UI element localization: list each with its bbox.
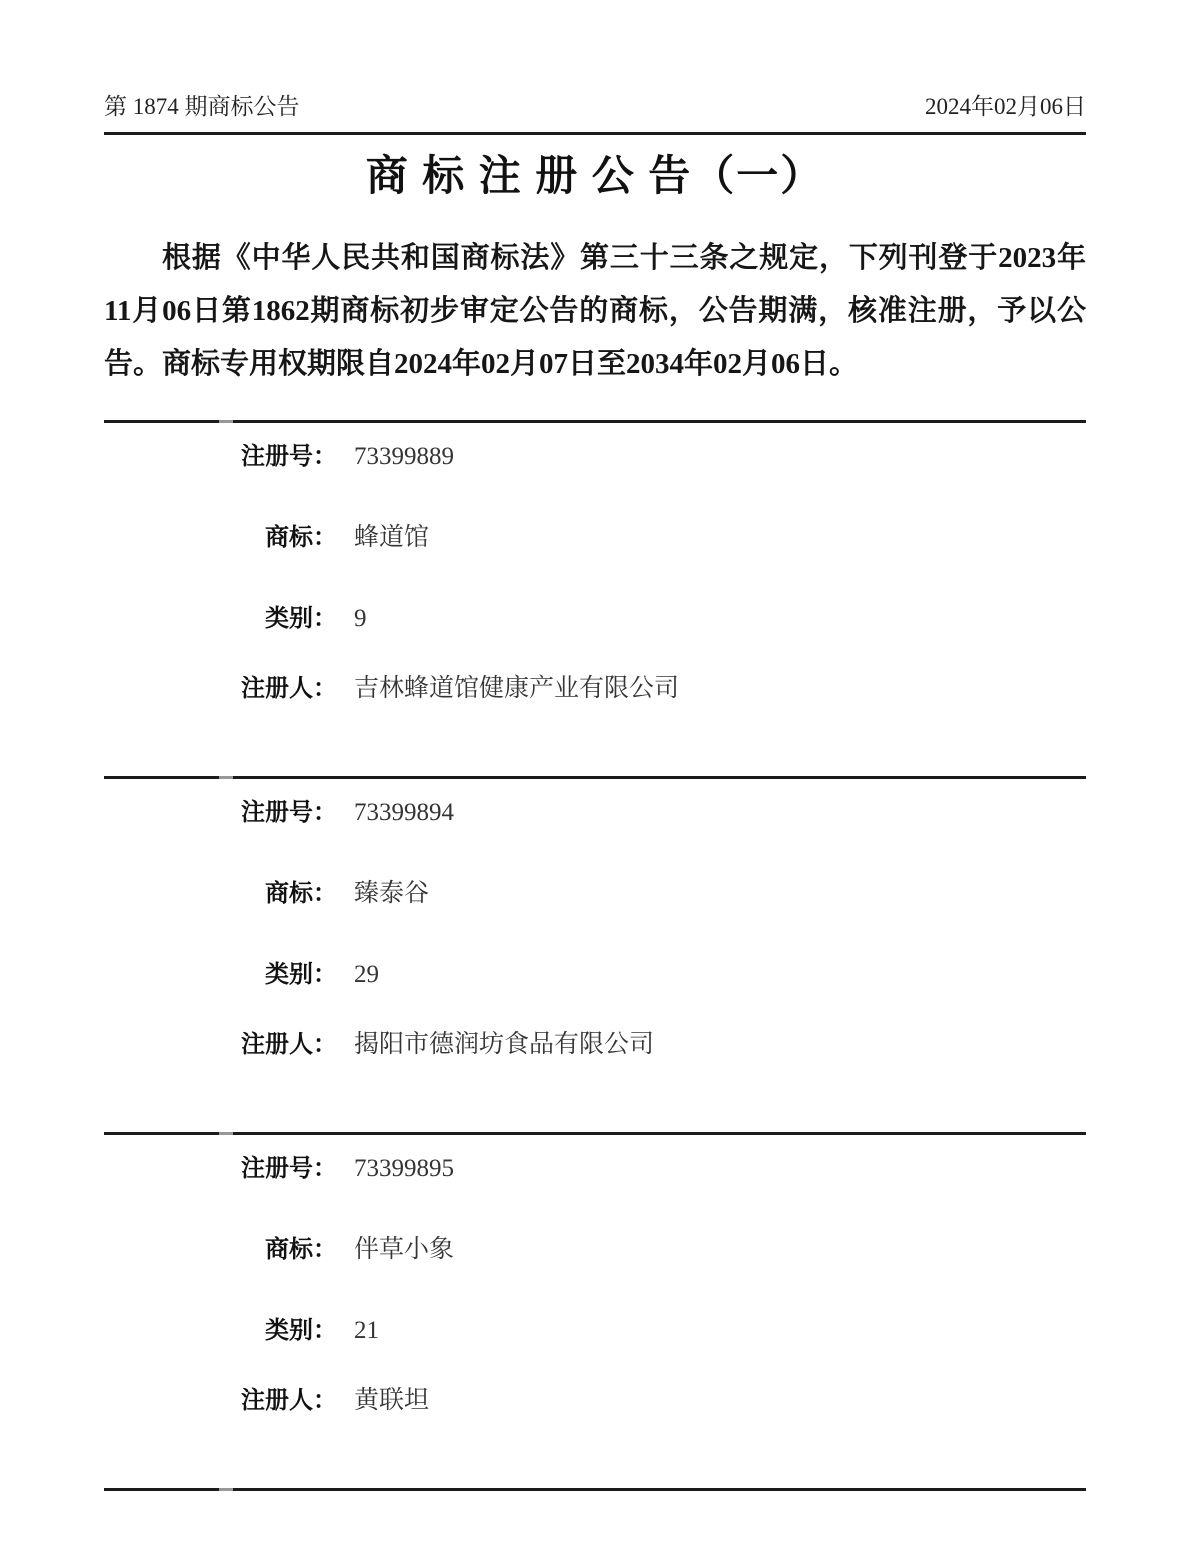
reg-no-label: 注册号： [241, 1154, 337, 1182]
record-row-reg-no [104, 1151, 1086, 1186]
registrant-label: 注册人： [241, 674, 337, 702]
mark-label: 商标： [265, 1235, 337, 1263]
reg-no-label: 注册号： [241, 442, 337, 470]
rule-gap-artifact [219, 1132, 233, 1135]
record-row-mark [104, 876, 1086, 911]
mark-label: 商标： [265, 879, 337, 907]
registrant-value: 吉林蜂道馆健康产业有限公司 [354, 675, 680, 702]
class-label: 类别： [265, 604, 337, 632]
reg-no-value: 73399894 [354, 799, 454, 826]
page-header [104, 0, 1086, 120]
rule-gap-artifact [219, 1488, 233, 1491]
record-row-class [104, 601, 1086, 636]
separator-line [104, 776, 1086, 779]
document-title: 商 标 注 册 公 告（一） [365, 154, 825, 200]
mark-value: 蜂道馆 [354, 524, 430, 551]
record-row-mark [104, 1232, 1086, 1267]
record-row-mark [104, 520, 1086, 555]
reg-no-value: 73399895 [354, 1155, 454, 1182]
separator-line [104, 1132, 1086, 1135]
registrant-label: 注册人： [241, 1386, 337, 1414]
trademark-record [104, 423, 1086, 776]
class-value: 21 [354, 1317, 379, 1344]
record-row-class [104, 957, 1086, 992]
separator-line [104, 1488, 1086, 1491]
trademark-record [104, 779, 1086, 1132]
header-issue-number: 第 1874 期商标公告 [104, 94, 300, 119]
registrant-value: 黄联坦 [354, 1387, 430, 1414]
rule-gap-artifact [219, 420, 233, 423]
registrant-label: 注册人： [241, 1030, 337, 1058]
record-row-registrant [104, 1383, 1086, 1418]
record-row-registrant [104, 1027, 1086, 1062]
mark-value: 伴草小象 [354, 1236, 455, 1263]
trademark-record [104, 1135, 1086, 1488]
header-rule [104, 132, 1086, 135]
record-row-class [104, 1313, 1086, 1348]
rule-gap-artifact [219, 776, 233, 779]
intro-paragraph: 根据《中华人民共和国商标法》第三十三条之规定，下列刊登于2023年11月06日第1862期商标初步审定公告的商标，公告期满，核准注册，予以公告。商标专用权期限自2024年02月07日至2034年02月06日。 [104, 242, 1086, 380]
mark-value: 臻泰谷 [354, 880, 430, 907]
class-label: 类别： [265, 1316, 337, 1344]
class-label: 类别： [265, 960, 337, 988]
reg-no-value: 73399889 [354, 443, 454, 470]
record-row-registrant [104, 671, 1086, 706]
record-row-reg-no [104, 439, 1086, 474]
reg-no-label: 注册号： [241, 798, 337, 826]
header-date: 2024年02月06日 [925, 94, 1086, 119]
separator-line [104, 420, 1086, 423]
registrant-value: 揭阳市德润坊食品有限公司 [354, 1031, 655, 1058]
mark-label: 商标： [265, 523, 337, 551]
class-value: 29 [354, 961, 379, 988]
record-row-reg-no [104, 795, 1086, 830]
class-value: 9 [354, 605, 367, 632]
